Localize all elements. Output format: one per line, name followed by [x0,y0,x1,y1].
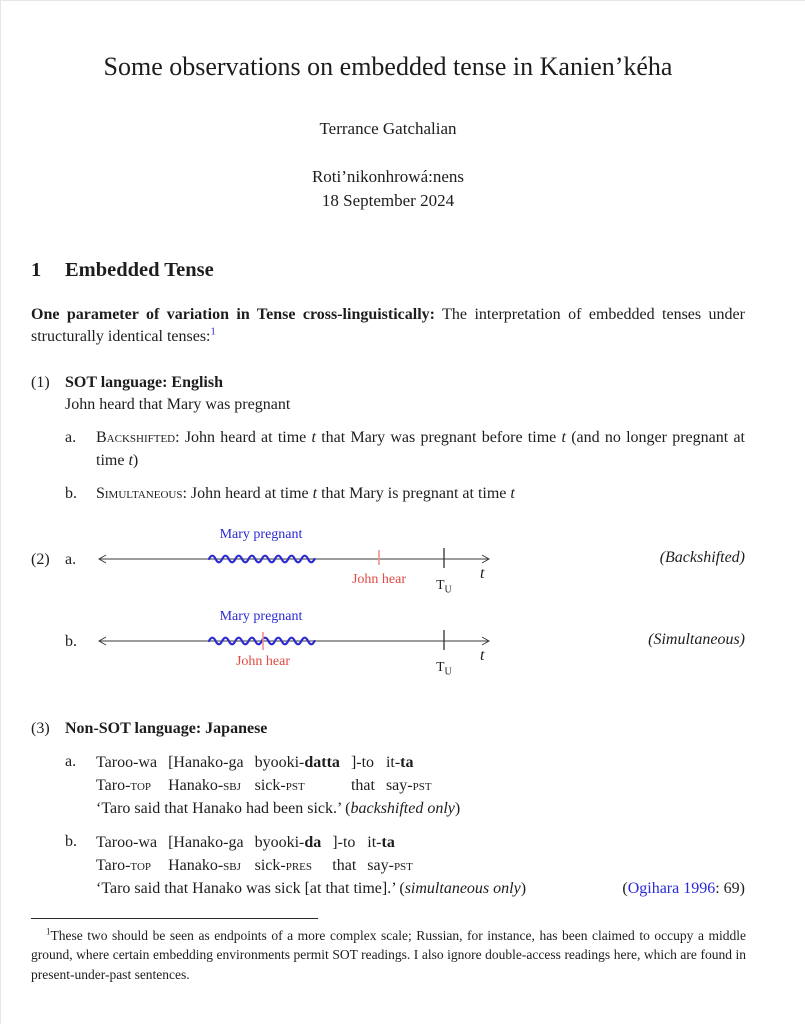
footnote-text [31,926,746,984]
utterance-time-subscript: U [444,666,452,678]
text-run: ‘Taro said that Hanako was sick [at that time].’ ( [96,880,405,898]
example-1-body [65,372,745,506]
text-run: top [130,857,152,875]
text-run: ) [132,451,139,469]
gloss-tag [255,854,322,877]
text-run: Hanako- [168,777,224,795]
item-b-label: b. [65,485,77,503]
text-run: pst [393,857,413,875]
example-1-item-a [65,427,745,472]
text-run: [Hanako-ga [168,834,244,852]
text-run: byooki- [254,754,305,772]
text-run: ) [454,800,461,818]
text-run: [Hanako-ga [168,754,244,772]
moment-label: John hear [351,571,407,587]
text-run: da [304,834,322,852]
text-run: pres [285,857,312,875]
footnote-marker-link[interactable]: 1 [210,326,216,338]
item-a-text [96,427,745,472]
item-a-label: a. [65,753,77,771]
text-run: t [510,485,515,503]
gloss-column [96,751,157,797]
text-run: that [350,777,375,795]
gloss-word [255,751,340,774]
gloss-tag [351,774,375,797]
paper-header [31,1,745,212]
utterance-time-label [424,576,464,598]
citation [622,877,745,900]
author-name: Terrance Gatchalian [319,118,457,138]
text-run: John heard at time [190,485,313,503]
gloss-word [96,831,157,854]
gloss-tag [96,854,157,877]
translation-text [96,797,460,820]
text-run: it- [385,754,401,772]
timeline-b-letter: b. [65,632,77,650]
text-run: byooki- [254,834,305,852]
example-3 [31,718,745,900]
gloss-column [367,831,413,877]
venue-date-block [31,165,745,212]
timeline-row-b [31,608,745,690]
example-1-heading: SOT language: English [65,373,223,391]
gloss-word [96,751,157,774]
timeline-a-letter: a. [65,550,77,568]
gloss-b [96,831,745,900]
text-run: top [130,777,152,795]
example-3-heading: Non-SOT language: Japanese [65,719,268,737]
text-run: : 69) [715,880,745,898]
text-run: Taroo-wa [96,754,158,772]
text-run: sick- [254,857,286,875]
text-run: t [312,485,318,503]
gloss-column [96,831,157,877]
text-run: pst [285,777,305,795]
text-run: backshifted only [350,800,455,818]
gloss-word [255,831,322,854]
example-3-item-b [65,831,745,900]
text-run: ta [400,754,414,772]
gloss-word [332,831,356,854]
text-run: Taro- [96,777,131,795]
gloss-tag [255,774,340,797]
text-run: sick- [254,777,286,795]
gloss-word [351,751,375,774]
gloss-word [367,831,413,854]
paper-date: 18 September 2024 [321,190,455,210]
text-run: Hanako- [168,857,224,875]
gloss-a [96,751,745,820]
example-1-sentence: John heard that Mary was pregnant [65,396,291,414]
gloss-tag [168,774,244,797]
text-run: ‘Taro said that Hanako had been sick.’ ( [96,800,351,818]
timeline-row-a [31,526,745,608]
text-run: ) [520,880,527,898]
text-run: sbj [223,777,241,795]
footnote-area [31,918,746,984]
text-run: pst [412,777,432,795]
gloss-column [168,831,244,877]
item-a-label: a. [65,429,77,447]
moment-label: John hear [235,653,291,669]
event-label: Mary pregnant [219,526,303,542]
text-run: Backshifted: [96,429,185,447]
example-2 [31,526,745,690]
text-run: John heard at time [184,429,312,447]
gloss-word [168,831,244,854]
axis-variable: t [480,564,485,582]
example-2-label: (2) [31,550,50,568]
text-run: it- [367,834,382,852]
translation-text [96,877,526,900]
text-run: sbj [223,857,241,875]
text-run: t [561,429,566,447]
footnote-rule [31,918,318,919]
reading-tag-simultaneous: (Simultaneous) [648,630,745,648]
utterance-time-label [424,658,464,680]
gloss-column [255,751,340,797]
text-run: The interpretation of embedded tenses under structurally identical tenses: [31,305,745,346]
text-run: One parameter of variation in Tense cross-linguistically: [31,305,435,323]
example-1-label: (1) [31,373,50,391]
text-run: datta [304,754,340,772]
example-3-item-a [65,751,745,820]
paper-title: Some observations on embedded tense in Kanien’kéha [103,52,673,81]
utterance-time-symbol: T [436,658,445,674]
text-run: Taroo-wa [96,834,158,852]
text-run: ta [381,834,395,852]
text-run: These two should be seen as endpoints of a more complex scale; Russian, for instance, has been claimed to occupy a middle ground, where certain embedding environments permit SOT readings. I also ignore double-access readings here, which are found in present-under-past sentences. [31,928,746,982]
text-run: that [332,857,357,875]
gloss-a-columns [96,751,745,797]
utterance-time-symbol: T [436,576,445,592]
gloss-word [168,751,244,774]
section-number: 1 [31,259,42,282]
section-title: Embedded Tense [65,259,214,282]
text-run: simultaneous only [404,880,521,898]
section-heading [31,256,745,285]
gloss-column [332,831,356,877]
text-run: t [311,429,316,447]
reading-tag-backshifted: (Backshifted) [659,548,745,566]
text-run: Simultaneous: [96,485,191,503]
gloss-tag [168,854,244,877]
example-3-label: (3) [31,719,50,737]
axis-variable: t [480,646,485,664]
text-run: ]-to [332,834,356,852]
text-run: (and no longer pregnant at time [96,429,745,469]
intro-paragraph [31,304,745,349]
gloss-tag [96,774,157,797]
text-run: that Mary is pregnant at time [317,485,511,503]
gloss-column [255,831,322,877]
text-run: say- [367,857,394,875]
gloss-column [351,751,375,797]
example-1 [31,372,745,506]
translation-a [96,797,745,820]
example-3-body [65,718,745,900]
text-run: t [128,451,133,469]
item-b-label: b. [65,833,77,851]
gloss-tag [386,774,432,797]
gloss-column [386,751,432,797]
example-1-item-b [65,483,745,505]
gloss-word [386,751,432,774]
venue-name: Roti’nikonhrowá:nens [311,167,465,187]
text-run: Taro- [96,857,131,875]
translation-b [96,877,745,900]
item-b-text [96,483,745,505]
text-run: 1 [46,926,51,937]
gloss-tag [332,854,356,877]
text-run: that Mary was pregnant before time [315,429,562,447]
text-run: ]-to [350,754,375,772]
text-run: say- [385,777,413,795]
gloss-b-columns [96,831,745,877]
text-run: ( [622,880,628,898]
citation-ogihara-1996-link[interactable]: Ogihara 1996 [627,880,716,898]
utterance-time-subscript: U [444,584,452,596]
gloss-tag [367,854,413,877]
gloss-column [168,751,244,797]
event-label: Mary pregnant [219,608,303,624]
